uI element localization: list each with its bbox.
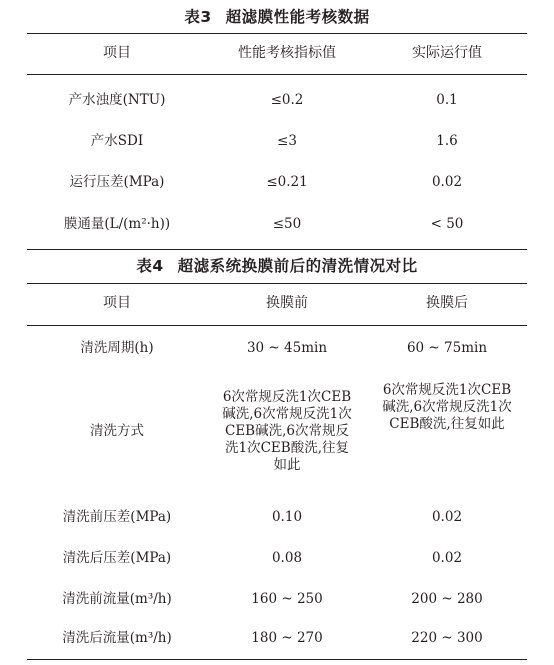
- table-row: [27, 330, 527, 366]
- table3-header-rule: [27, 74, 527, 75]
- table4-cell: 160 ~ 250: [251, 590, 323, 607]
- table4-cell: 0.10: [271, 508, 303, 525]
- table3-cell: ≤0.21: [266, 174, 308, 190]
- table3-caption: [0, 5, 554, 29]
- table4-number: 表4: [136, 257, 164, 275]
- table-row: [27, 579, 527, 619]
- table3-header-row: [27, 34, 527, 73]
- table3-cell: 膜通量(L/(m²·h)): [63, 215, 171, 232]
- table-row: [27, 368, 527, 494]
- table-row: [27, 162, 527, 203]
- table4-title: 超滤系统换膜前后的清洗情况对比: [177, 257, 418, 275]
- table3-cell: ≤0.2: [270, 92, 304, 108]
- table-row: [27, 496, 527, 538]
- table3-cell: ≤50: [272, 215, 302, 232]
- table3-cell: 运行压差(MPa): [69, 174, 165, 190]
- table3-cell: 1.6: [436, 133, 458, 149]
- table-row: [27, 80, 527, 121]
- table4-cell: 清洗前流量(m³/h): [62, 590, 172, 607]
- table3-cell: < 50: [430, 215, 464, 232]
- table4-bottom-rule: [27, 659, 527, 660]
- table-row: [27, 619, 527, 657]
- table4-cell: 0.02: [431, 508, 463, 525]
- table4-cell: 0.02: [431, 550, 463, 566]
- table4-header-after: 换膜后: [426, 295, 468, 311]
- table4-cell: 清洗方式: [90, 422, 144, 439]
- table4-cell: 30 ~ 45min: [246, 339, 328, 356]
- table-row: [27, 121, 527, 162]
- table4-header-before: 换膜前: [266, 295, 308, 311]
- table4-caption: [0, 254, 554, 278]
- table3-number: 表3: [184, 8, 212, 26]
- table3-cell: 产水浊度(NTU): [68, 92, 166, 108]
- table4-cell: 清洗周期(h): [80, 339, 154, 356]
- table-row: [27, 538, 527, 579]
- table4-cell: 清洗后压差(MPa): [62, 550, 172, 566]
- table-row: [27, 203, 527, 245]
- table3-cell: 0.02: [431, 174, 463, 190]
- table3-header-target: 性能考核指标值: [238, 45, 336, 61]
- table4-header-rule: [27, 325, 527, 326]
- table4-cell: 180 ~ 270: [251, 629, 323, 646]
- table3-header-item: 项目: [103, 45, 131, 61]
- table4-header-row: [27, 284, 527, 323]
- table3-header-actual: 实际运行值: [412, 45, 482, 61]
- table4-cell: 220 ~ 300: [411, 629, 483, 646]
- table3-title: 超滤膜性能考核数据: [225, 8, 370, 26]
- table4-cell: 6次常规反洗1次CEB碱洗,6次常规反洗1次CEB酸洗,往复如此: [382, 382, 512, 432]
- table4-cell: 0.08: [271, 550, 303, 566]
- table4-cell: 清洗后流量(m³/h): [62, 629, 172, 646]
- table4-cell: 清洗前压差(MPa): [62, 508, 172, 525]
- table4-cell: 60 ~ 75min: [406, 339, 488, 356]
- table3-cell: 0.1: [436, 92, 458, 108]
- table3-bottom-rule: [27, 249, 527, 250]
- table3-cell: 产水SDI: [90, 133, 144, 149]
- table4-cell: 200 ~ 280: [411, 590, 483, 607]
- table4-cell: 6次常规反洗1次CEB碱洗,6次常规反洗1次CEB碱洗,6次常规反洗1次CEB酸洗,往复如此: [222, 388, 352, 473]
- table3-cell: ≤3: [277, 133, 297, 149]
- table4-header-item: 项目: [103, 295, 131, 311]
